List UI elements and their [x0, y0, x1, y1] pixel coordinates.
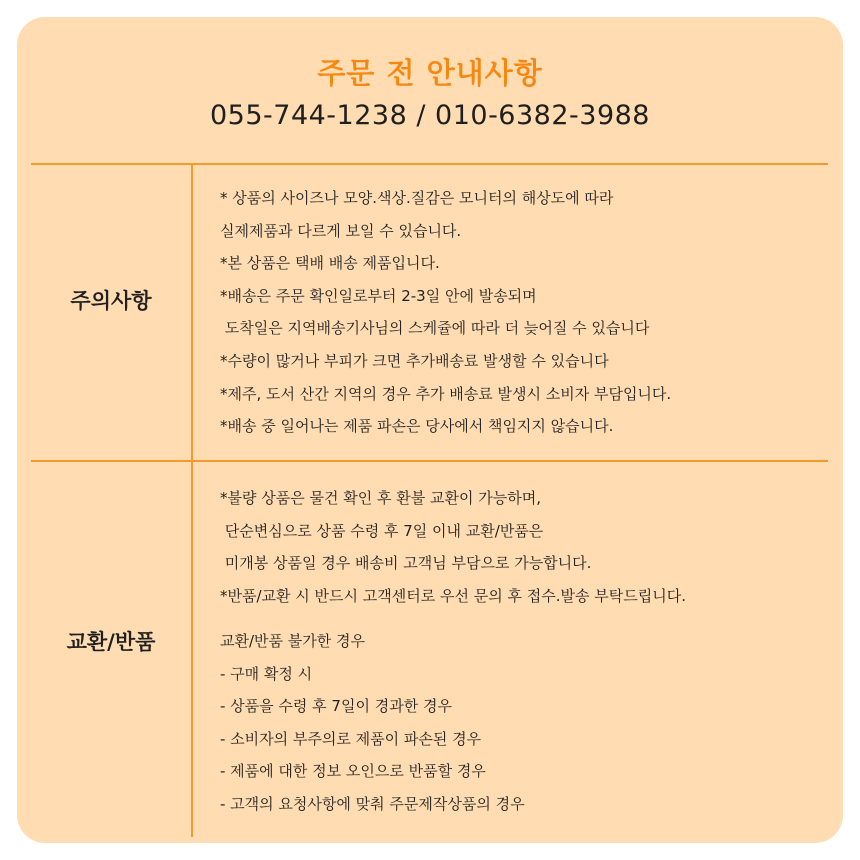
exchange-section-label: 교환/반품: [66, 630, 156, 654]
notice-card: [17, 17, 843, 843]
caution-line: *배송은 주문 확인일로부터 2-3일 안에 발송되며: [220, 286, 537, 305]
caution-line: *제주, 도서 산간 지역의 경우 추가 배송료 발생시 소비자 부담입니다.: [220, 384, 672, 403]
caution-line: 도착일은 지역배송기사님의 스케쥴에 따라 더 늦어질 수 있습니다: [220, 319, 650, 338]
exchange-unavailable-list: [220, 625, 525, 820]
exchange-unavailable-item: - 소비자의 부주의로 제품이 파손된 경우: [220, 729, 482, 748]
exchange-line: 미개봉 상품일 경우 배송비 고객님 부담으로 가능합니다.: [220, 554, 592, 572]
contact-phone-numbers: 055-744-1238 / 010-6382-3988: [210, 100, 650, 131]
divider-top: [31, 163, 828, 165]
exchange-policy-list: [220, 482, 686, 612]
caution-line: 실제제품과 다르게 보일 수 있습니다.: [220, 221, 462, 240]
exchange-line: 단순변심으로 상품 수령 후 7일 이내 교환/반품은: [220, 521, 544, 540]
caution-line: *수량이 많거나 부피가 크면 추가배송료 발생할 수 있습니다: [220, 351, 609, 370]
exchange-unavailable-item: - 상품을 수령 후 7일이 경과한 경우: [220, 697, 452, 715]
caution-line: * 상품의 사이즈나 모양.색상.질감은 모니터의 해상도에 따라: [220, 189, 614, 207]
column-divider: [191, 164, 193, 837]
exchange-unavailable-item: - 구매 확정 시: [220, 664, 313, 683]
caution-line: *배송 중 일어나는 제품 파손은 당사에서 책임지지 않습니다.: [220, 417, 614, 436]
caution-section-label: 주의사항: [70, 289, 152, 313]
caution-line: *본 상품은 택배 배송 제품입니다.: [220, 254, 440, 273]
exchange-unavailable-heading: 교환/반품 불가한 경우: [220, 632, 366, 650]
exchange-unavailable-item: - 제품에 대한 정보 오인으로 반품할 경우: [220, 762, 486, 780]
caution-list: [220, 182, 671, 443]
exchange-line: *반품/교환 시 반드시 고객센터로 우선 문의 후 접수.발송 부탁드립니다.: [220, 586, 686, 605]
exchange-line: *불량 상품은 물건 확인 후 환불 교환이 가능하며,: [220, 489, 541, 507]
divider-middle: [31, 460, 828, 462]
notice-header: [17, 17, 843, 163]
exchange-unavailable-item: - 고객의 요청사항에 맞춰 주문제작상품의 경우: [220, 794, 525, 813]
notice-title: 주문 전 안내사항: [317, 56, 543, 90]
